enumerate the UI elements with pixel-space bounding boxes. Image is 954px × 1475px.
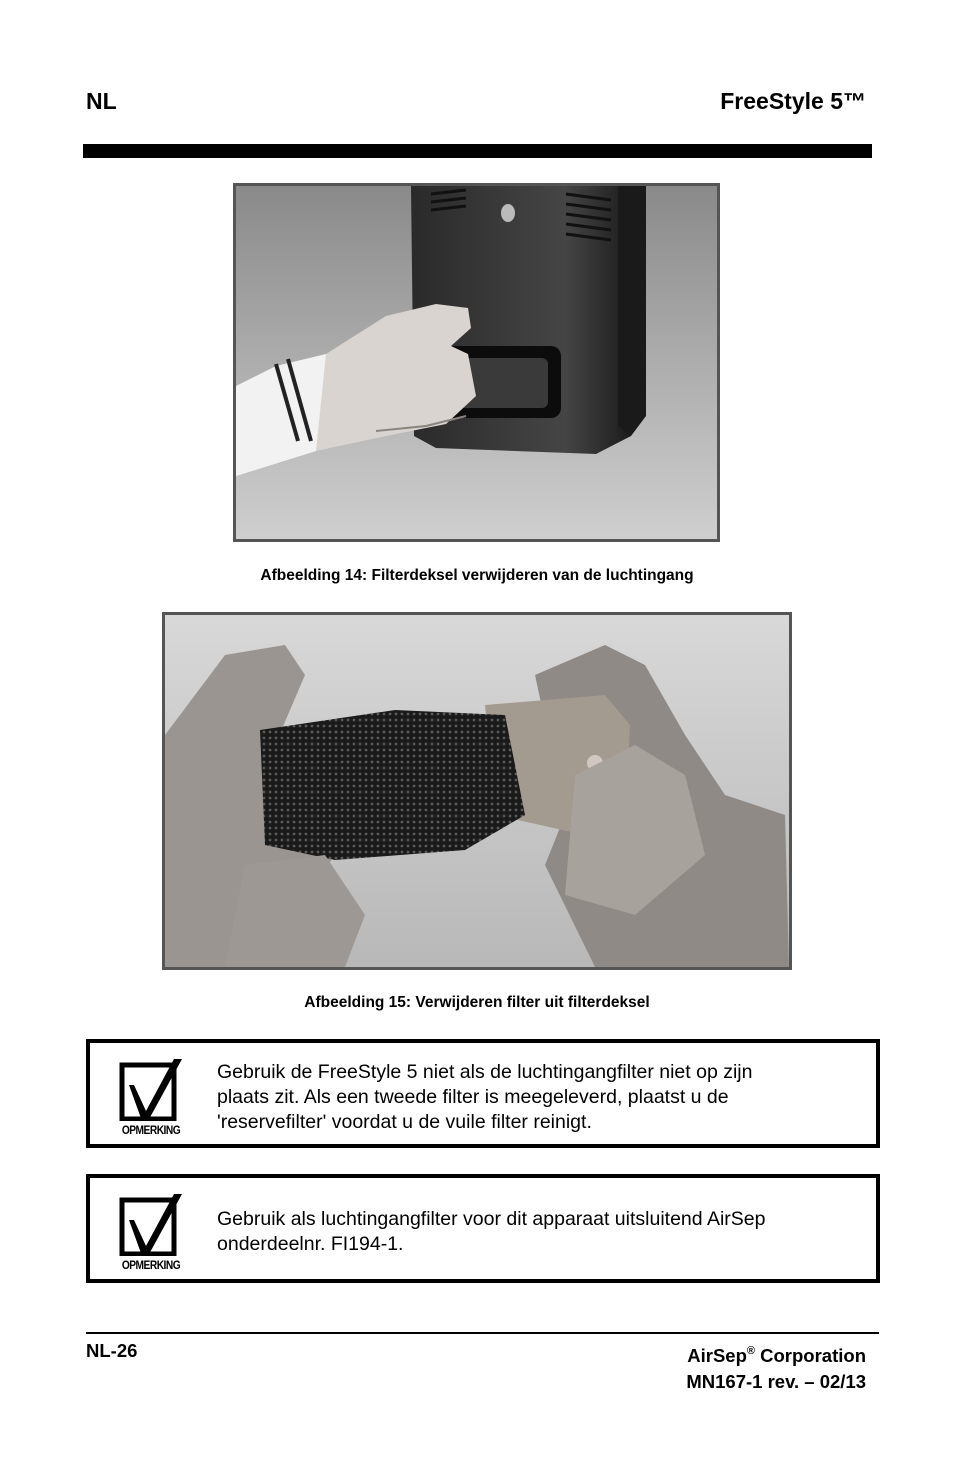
note-label: OPMERKING [121,1123,181,1137]
company-line [686,1338,866,1369]
checkbox-check-icon [112,1055,190,1141]
note-line: Gebruik als luchtingangfilter voor dit apparaat uitsluitend AirSep [217,1208,766,1230]
footer-rule [86,1332,879,1334]
note-box [86,1174,880,1283]
company-suffix: Corporation [755,1345,866,1366]
note-text [217,1060,752,1135]
figure-15-caption: Afbeelding 15: Verwijderen filter uit filterdeksel [304,994,650,1011]
header-language: NL [86,88,117,114]
page-number: NL-26 [86,1340,138,1361]
figure-14-photo [233,183,720,542]
header-rule [83,144,872,158]
checkbox-check-icon [112,1190,190,1276]
note-box [86,1039,880,1148]
document-id: MN167-1 rev. – 02/13 [686,1371,866,1392]
note-line: plaats zit. Als een tweede filter is meegeleverd, plaatst u de [217,1086,729,1108]
note-line: Gebruik de FreeStyle 5 niet als de luchtingangfilter niet op zijn [217,1061,753,1083]
footer-company-block [686,1338,866,1395]
note-label: OPMERKING [121,1258,181,1272]
note-text [217,1207,766,1257]
figure-15-photo [162,612,792,970]
note-line: onderdeelnr. FI194-1. [217,1233,404,1255]
note-line: 'reservefilter' voordat u de vuile filter reinigt. [217,1111,592,1133]
company-name: AirSep [687,1345,747,1366]
figure-14-caption: Afbeelding 14: Filterdeksel verwijderen van de luchtingang [260,567,694,584]
registered-mark: ® [746,1345,755,1357]
header-product-title: FreeStyle 5™ [720,88,866,114]
